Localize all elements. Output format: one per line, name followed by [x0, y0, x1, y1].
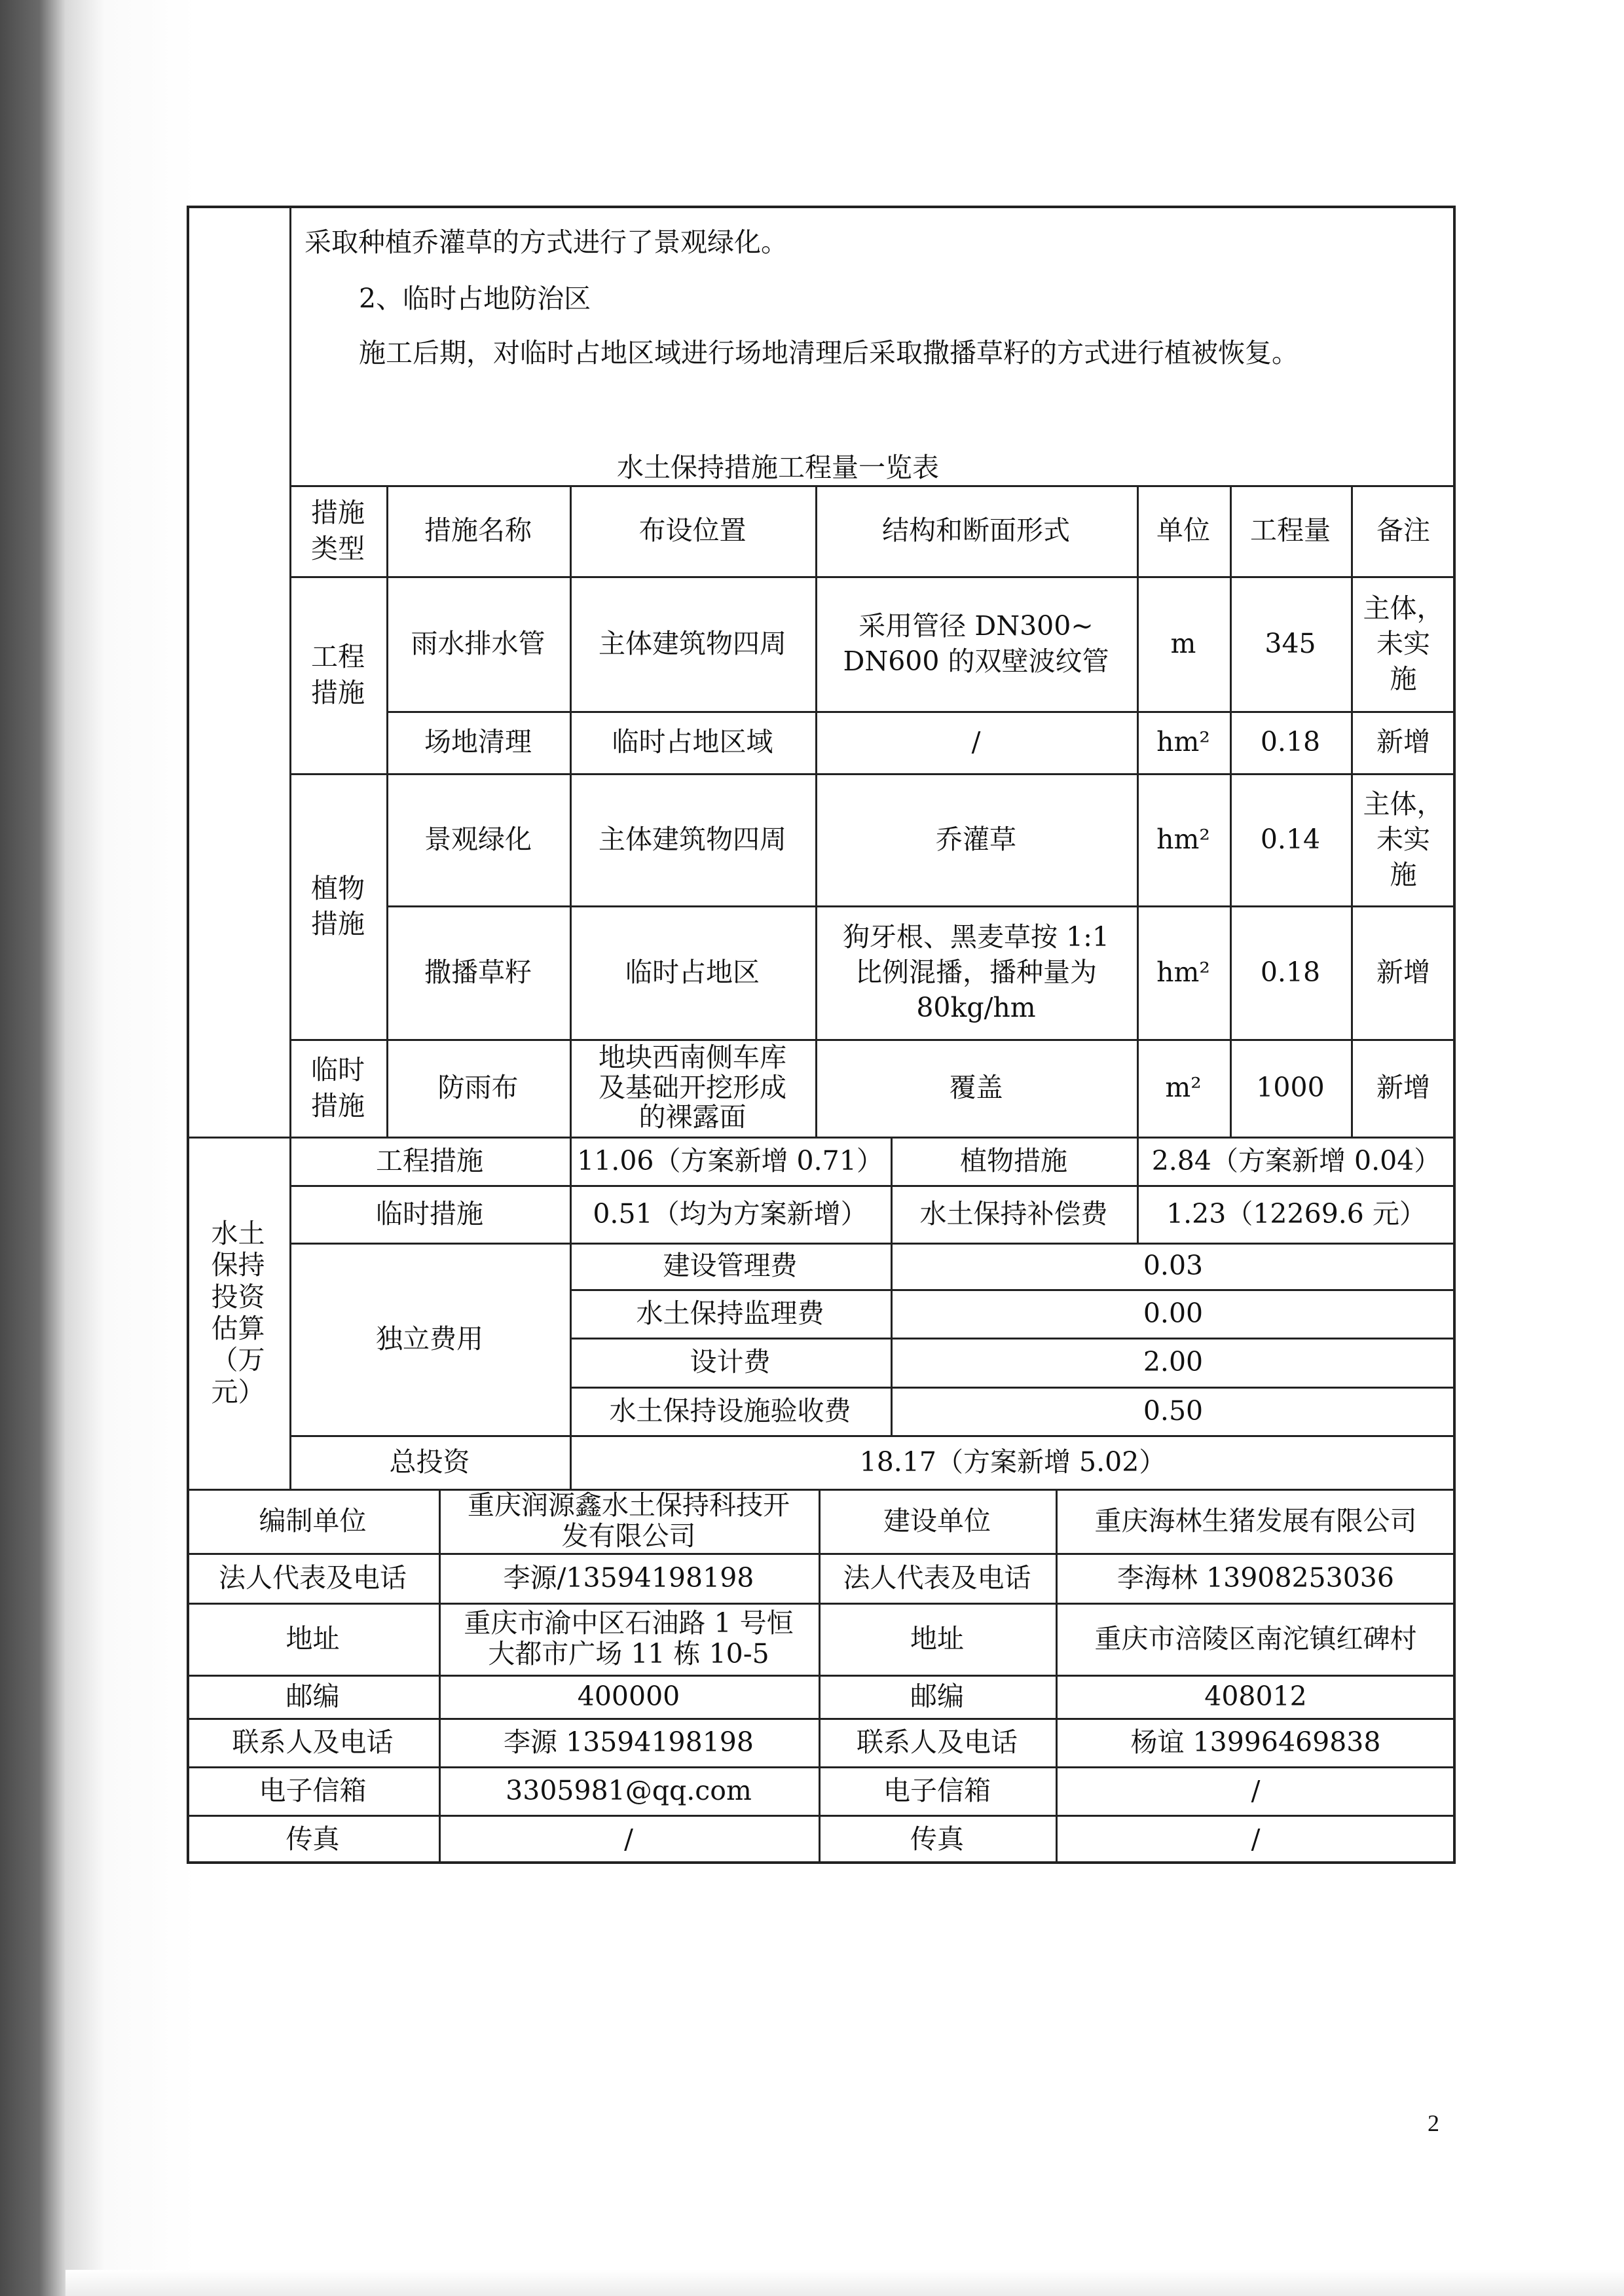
intro-line-2: 2、临时占地防治区 [359, 283, 591, 314]
indep-item-value: 0.50 [1143, 1394, 1204, 1427]
table-cell: 主体建筑物四周 [599, 823, 786, 855]
table-cell: 临时占地区域 [612, 726, 773, 758]
table-cell: 主体， 未实 施 [1363, 592, 1444, 695]
indep-item-value: 2.00 [1143, 1346, 1204, 1378]
address-label-right: 地址 [910, 1622, 964, 1654]
legal-label-right: 法人代表及电话 [843, 1561, 1031, 1594]
header-cell-structure: 结构和断面形式 [882, 515, 1070, 547]
email-label-left: 电子信箱 [259, 1774, 367, 1806]
table-cell: 345 [1264, 627, 1316, 659]
table-cell: 地块西南侧车库 及基础开挖形成 的裸露面 [599, 1041, 786, 1133]
indep-item-value: 0.03 [1143, 1250, 1204, 1282]
contact-value-left: 李源 13594198198 [504, 1726, 754, 1758]
table-cell: hm² [1156, 823, 1210, 855]
contact-label-right: 联系人及电话 [857, 1726, 1018, 1758]
total-label: 总投资 [389, 1446, 470, 1478]
indep-item-name: 设计费 [690, 1346, 771, 1378]
zip-label-left: 邮编 [286, 1680, 340, 1712]
intro-line-3: 施工后期，对临时占地区域进行场地清理后采取撒播草籽的方式进行植被恢复。 [359, 337, 1299, 369]
table-cell: 采用管径 DN300~ DN600 的双壁波纹管 [843, 610, 1109, 677]
table-cell: 主体， 未实 施 [1363, 788, 1444, 891]
table-cell: 防雨布 [437, 1072, 519, 1104]
group-temporary: 临时 措施 [311, 1054, 365, 1121]
table-cell: 主体建筑物四周 [599, 627, 786, 659]
table-cell: 乔灌草 [936, 823, 1016, 855]
indep-item-name: 建设管理费 [663, 1250, 798, 1282]
header-cell-type: 措施 类型 [311, 497, 365, 564]
fax-value-right: / [1251, 1823, 1261, 1855]
temp-value: 0.51（均为方案新增） [593, 1197, 868, 1230]
contact-label-left: 联系人及电话 [232, 1726, 394, 1758]
indep-item-name: 水土保持设施验收费 [609, 1394, 851, 1427]
plant-label: 植物措施 [960, 1144, 1067, 1176]
comp-label: 水土保持补偿费 [919, 1197, 1108, 1230]
zip-value-left: 400000 [577, 1680, 680, 1712]
table-cell: m [1170, 627, 1196, 659]
header-cell-location: 布设位置 [638, 515, 747, 547]
table-cell: 覆盖 [949, 1072, 1003, 1104]
fax-value-left: / [624, 1823, 633, 1855]
header-cell-name: 措施名称 [424, 515, 532, 547]
table-cell: hm² [1156, 726, 1210, 758]
table-cell: 景观绿化 [424, 823, 532, 855]
comp-value: 1.23（12269.6 元） [1166, 1197, 1426, 1230]
zip-label-right: 邮编 [910, 1680, 964, 1712]
address-label-left: 地址 [286, 1622, 340, 1654]
table-cell: 狗牙根、黑麦草按 1:1 比例混播，播种量为 80kg/hm [842, 920, 1110, 1024]
email-label-right: 电子信箱 [883, 1774, 991, 1806]
table-cell: m² [1165, 1072, 1202, 1104]
table-cell: 撒播草籽 [424, 956, 532, 988]
fax-label-right: 传真 [910, 1823, 964, 1855]
table-cell: / [971, 726, 981, 758]
table-cell: 0.18 [1260, 956, 1321, 988]
address-value-left: 重庆市渝中区石油路 1 号恒 大都市广场 11 栋 10-5 [464, 1607, 794, 1669]
investment-label: 水土 保持 投资 估算 （万 元） [211, 1217, 265, 1408]
compiler-value: 重庆润源鑫水土保持科技开 发有限公司 [468, 1489, 790, 1552]
legal-value-left: 李源/13594198198 [503, 1561, 754, 1594]
legal-value-right: 李海林 13908253036 [1117, 1561, 1394, 1594]
group-engineering: 工程 措施 [311, 641, 365, 708]
indep-item-value: 0.00 [1143, 1297, 1204, 1329]
page-number: 2 [1428, 2110, 1439, 2136]
plant-value: 2.84（方案新增 0.04） [1151, 1144, 1441, 1176]
eng-value: 11.06（方案新增 0.71） [577, 1144, 883, 1176]
table-cell: 场地清理 [424, 726, 532, 758]
email-value-right: / [1251, 1774, 1261, 1806]
table-cell: 新增 [1376, 1072, 1430, 1104]
table-title: 水土保持措施工程量一览表 [617, 452, 939, 483]
table-cell: 1000 [1256, 1072, 1325, 1104]
legal-label-left: 法人代表及电话 [219, 1561, 407, 1594]
header-cell-remark: 备注 [1376, 515, 1430, 547]
table-cell: 临时占地区 [625, 956, 760, 988]
indep-label: 独立费用 [376, 1322, 483, 1355]
table-cell: 0.18 [1260, 726, 1321, 758]
header-cell-qty: 工程量 [1250, 515, 1331, 547]
email-value-left: 3305981@qq.com [506, 1774, 752, 1806]
builder-label: 建设单位 [883, 1504, 991, 1537]
table-cell: 雨水排水管 [411, 627, 545, 659]
scan-bottom-edge [65, 2270, 1624, 2296]
zip-value-right: 408012 [1204, 1680, 1307, 1712]
builder-value: 重庆海林生猪发展有限公司 [1094, 1504, 1417, 1537]
fax-label-left: 传真 [286, 1823, 340, 1855]
table-cell: 新增 [1376, 726, 1430, 758]
indep-item-name: 水土保持监理费 [636, 1297, 824, 1329]
table-cell: hm² [1156, 956, 1210, 988]
compiler-label: 编制单位 [259, 1504, 367, 1537]
address-value-right: 重庆市涪陵区南沱镇红碑村 [1094, 1622, 1417, 1654]
total-value: 18.17（方案新增 5.02） [859, 1446, 1166, 1478]
group-plant: 植物 措施 [311, 872, 365, 939]
table-cell: 0.14 [1260, 823, 1321, 855]
table-cell: 新增 [1376, 956, 1430, 988]
contact-value-right: 杨谊 13996469838 [1130, 1726, 1381, 1758]
temp-label: 临时措施 [376, 1197, 483, 1230]
intro-line-1: 采取种植乔灌草的方式进行了景观绿化。 [304, 227, 788, 258]
eng-label: 工程措施 [376, 1144, 483, 1176]
header-cell-unit: 单位 [1156, 515, 1210, 547]
